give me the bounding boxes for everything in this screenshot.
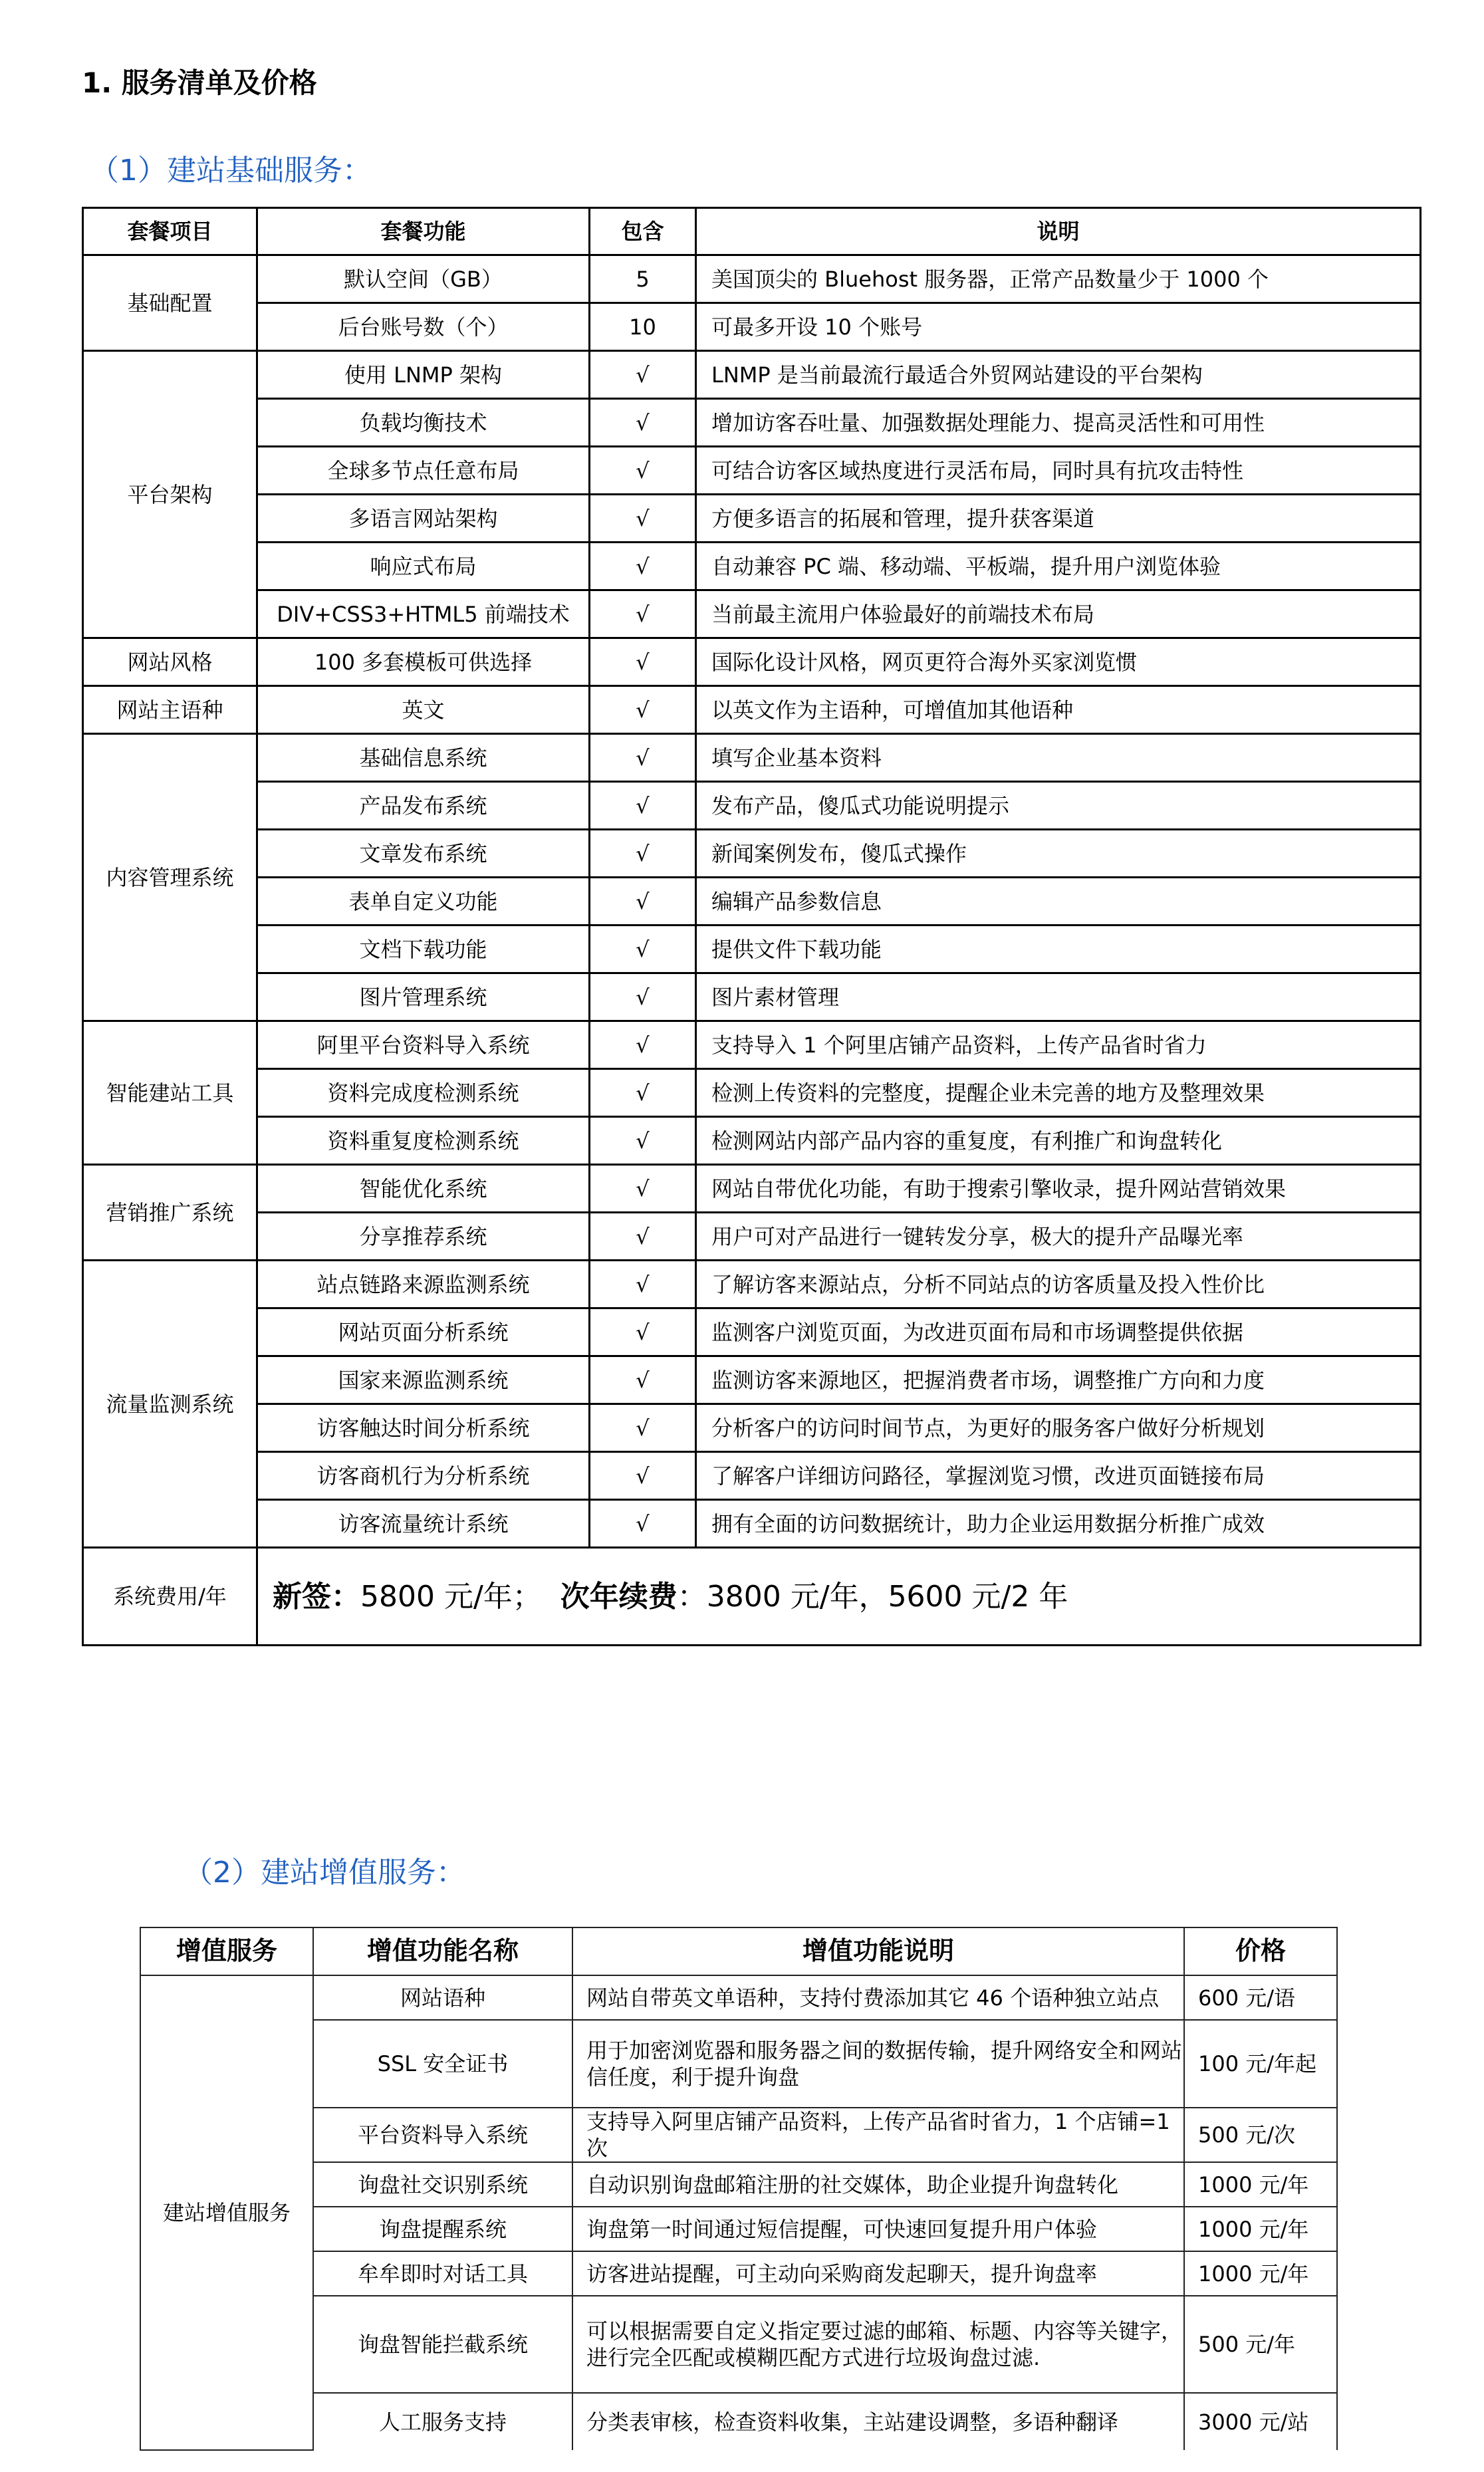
- service-price: 3000 元/站: [1184, 2393, 1337, 2450]
- include-mark: √: [590, 1308, 696, 1356]
- table-row: [83, 782, 1421, 830]
- include-mark: √: [590, 1500, 696, 1548]
- feature-name: 网站页面分析系统: [257, 1308, 590, 1356]
- include-mark: √: [590, 543, 696, 590]
- table-row: [83, 1069, 1421, 1117]
- feature-description: 增加访客吞吐量、加强数据处理能力、提高灵活性和可用性: [696, 399, 1421, 447]
- feature-description: 以英文作为主语种，可增值加其他语种: [696, 686, 1421, 734]
- feature-description: 可结合访客区域热度进行灵活布局，同时具有抗攻击特性: [696, 447, 1421, 495]
- group-name: 网站主语种: [83, 686, 257, 734]
- table-row: [83, 447, 1421, 495]
- table-row: [83, 830, 1421, 878]
- service-price: 1000 元/年: [1184, 2251, 1337, 2296]
- table-row: [140, 2393, 1337, 2450]
- feature-description: 图片素材管理: [696, 973, 1421, 1021]
- table-row: [83, 638, 1421, 686]
- include-mark: √: [590, 1261, 696, 1308]
- table-row: [83, 399, 1421, 447]
- fee-label: 系统费用/年: [83, 1548, 257, 1646]
- table-header-row: [83, 208, 1421, 255]
- service-price: 1000 元/年: [1184, 2207, 1337, 2251]
- value-added-body: [140, 1975, 1337, 2450]
- include-mark: √: [590, 1452, 696, 1500]
- table-row: [83, 686, 1421, 734]
- table-row: [83, 1213, 1421, 1261]
- feature-name: 使用 LNMP 架构: [257, 351, 590, 399]
- feature-description: 提供文件下载功能: [696, 926, 1421, 973]
- feature-name: 响应式布局: [257, 543, 590, 590]
- service-description: 用于加密浏览器和服务器之间的数据传输，提升网络安全和网站信任度，利于提升询盘: [572, 2020, 1184, 2108]
- table-row: [83, 1452, 1421, 1500]
- include-mark: √: [590, 638, 696, 686]
- service-name: 人工服务支持: [313, 2393, 572, 2450]
- col-header-include: 包含: [590, 208, 696, 255]
- include-mark: 5: [590, 255, 696, 303]
- feature-description: 自动兼容 PC 端、移动端、平板端，提升用户浏览体验: [696, 543, 1421, 590]
- fee-renew-label: 次年续费: [560, 1579, 678, 1614]
- include-mark: √: [590, 973, 696, 1021]
- table-row: [140, 2251, 1337, 2296]
- include-mark: √: [590, 1117, 696, 1165]
- feature-description: 了解访客来源站点，分析不同站点的访客质量及投入性价比: [696, 1261, 1421, 1308]
- feature-description: 方便多语言的拓展和管理，提升获客渠道: [696, 495, 1421, 543]
- feature-description: 填写企业基本资料: [696, 734, 1421, 782]
- feature-description: 编辑产品参数信息: [696, 878, 1421, 926]
- value-added-table: [140, 1927, 1338, 2451]
- table-row: [140, 2296, 1337, 2393]
- include-mark: √: [590, 1165, 696, 1213]
- feature-name: 访客触达时间分析系统: [257, 1404, 590, 1452]
- table-header-row: [140, 1927, 1337, 1975]
- table-row: [83, 926, 1421, 973]
- feature-description: 监测客户浏览页面，为改进页面布局和市场调整提供依据: [696, 1308, 1421, 1356]
- feature-name: 访客流量统计系统: [257, 1500, 590, 1548]
- include-mark: √: [590, 447, 696, 495]
- include-mark: √: [590, 926, 696, 973]
- table-row: [83, 973, 1421, 1021]
- group-name: 网站风格: [83, 638, 257, 686]
- group-name: 流量监测系统: [83, 1261, 257, 1548]
- feature-name: 国家来源监测系统: [257, 1356, 590, 1404]
- feature-description: 网站自带优化功能，有助于搜索引擎收录，提升网站营销效果: [696, 1165, 1421, 1213]
- service-name: 牟牟即时对话工具: [313, 2251, 572, 2296]
- feature-description: 国际化设计风格，网页更符合海外买家浏览惯: [696, 638, 1421, 686]
- col-header-name: 增值功能名称: [313, 1927, 572, 1975]
- feature-description: 发布产品，傻瓜式功能说明提示: [696, 782, 1421, 830]
- table-row: [140, 2020, 1337, 2108]
- feature-name: 基础信息系统: [257, 734, 590, 782]
- feature-description: 当前最主流用户体验最好的前端技术布局: [696, 590, 1421, 638]
- basic-service-body: [83, 255, 1421, 1548]
- section2-title: （2）建站增值服务：: [184, 1856, 465, 1890]
- table-row: [83, 1308, 1421, 1356]
- feature-name: 分享推荐系统: [257, 1213, 590, 1261]
- feature-description: 支持导入 1 个阿里店铺产品资料，上传产品省时省力: [696, 1021, 1421, 1069]
- include-mark: √: [590, 495, 696, 543]
- feature-name: 资料重复度检测系统: [257, 1117, 590, 1165]
- table-row: [83, 590, 1421, 638]
- feature-name: 全球多节点任意布局: [257, 447, 590, 495]
- service-description: 支持导入阿里店铺产品资料，上传产品省时省力，1 个店铺=1 次: [572, 2108, 1184, 2162]
- table-row: [83, 351, 1421, 399]
- include-mark: √: [590, 830, 696, 878]
- service-price: 600 元/语: [1184, 1975, 1337, 2020]
- feature-name: DIV+CSS3+HTML5 前端技术: [257, 590, 590, 638]
- feature-name: 文章发布系统: [257, 830, 590, 878]
- page-heading: 1. 服务清单及价格: [82, 66, 317, 99]
- include-mark: √: [590, 734, 696, 782]
- service-price: 1000 元/年: [1184, 2162, 1337, 2207]
- table-row: [83, 1117, 1421, 1165]
- section1-title: （1）建站基础服务：: [90, 154, 372, 187]
- table-row: [83, 1021, 1421, 1069]
- service-description: 访客进站提醒，可主动向采购商发起聊天，提升询盘率: [572, 2251, 1184, 2296]
- feature-description: 拥有全面的访问数据统计，助力企业运用数据分析推广成效: [696, 1500, 1421, 1548]
- table-row: [83, 1356, 1421, 1404]
- group-name: 建站增值服务: [140, 1975, 313, 2450]
- col-header-package: 套餐项目: [83, 208, 257, 255]
- table-row: [140, 1975, 1337, 2020]
- service-price: 500 元/次: [1184, 2108, 1337, 2162]
- feature-description: 美国顶尖的 Bluehost 服务器，正常产品数量少于 1000 个: [696, 255, 1421, 303]
- table-row: [83, 1404, 1421, 1452]
- service-description: 可以根据需要自定义指定要过滤的邮箱、标题、内容等关键字，进行完全匹配或模糊匹配方式进行垃圾询盘过滤.: [572, 2296, 1184, 2393]
- feature-description: 了解客户详细访问路径，掌握浏览习惯，改进页面链接布局: [696, 1452, 1421, 1500]
- feature-description: 用户可对产品进行一键转发分享，极大的提升产品曝光率: [696, 1213, 1421, 1261]
- col-header-function: 套餐功能: [257, 208, 590, 255]
- include-mark: √: [590, 782, 696, 830]
- service-name: 网站语种: [313, 1975, 572, 2020]
- include-mark: √: [590, 351, 696, 399]
- service-name: 平台资料导入系统: [313, 2108, 572, 2162]
- feature-name: 文档下载功能: [257, 926, 590, 973]
- service-name: 询盘提醒系统: [313, 2207, 572, 2251]
- fee-new-value: 5800 元/年；: [360, 1579, 542, 1614]
- feature-description: 新闻案例发布，傻瓜式操作: [696, 830, 1421, 878]
- service-name: SSL 安全证书: [313, 2020, 572, 2108]
- basic-service-table: [82, 207, 1422, 1646]
- fee-renew-value: ：3800 元/年，5600 元/2 年: [677, 1579, 1068, 1614]
- include-mark: √: [590, 1069, 696, 1117]
- service-name: 询盘智能拦截系统: [313, 2296, 572, 2393]
- feature-name: 访客商机行为分析系统: [257, 1452, 590, 1500]
- table-row: [140, 2207, 1337, 2251]
- include-mark: √: [590, 1021, 696, 1069]
- table-row: [140, 2162, 1337, 2207]
- feature-name: 默认空间（GB）: [257, 255, 590, 303]
- table-row: [83, 543, 1421, 590]
- feature-name: 负载均衡技术: [257, 399, 590, 447]
- feature-name: 站点链路来源监测系统: [257, 1261, 590, 1308]
- feature-name: 图片管理系统: [257, 973, 590, 1021]
- table-row: [83, 255, 1421, 303]
- table-row: [83, 734, 1421, 782]
- feature-description: LNMP 是当前最流行最适合外贸网站建设的平台架构: [696, 351, 1421, 399]
- include-mark: √: [590, 1213, 696, 1261]
- feature-description: 监测访客来源地区，把握消费者市场，调整推广方向和力度: [696, 1356, 1421, 1404]
- feature-name: 智能优化系统: [257, 1165, 590, 1213]
- feature-name: 英文: [257, 686, 590, 734]
- table-row: [83, 495, 1421, 543]
- include-mark: √: [590, 1356, 696, 1404]
- fee-value: [257, 1548, 1421, 1646]
- group-name: 营销推广系统: [83, 1165, 257, 1261]
- feature-name: 阿里平台资料导入系统: [257, 1021, 590, 1069]
- fee-row: [83, 1548, 1421, 1646]
- feature-description: 检测上传资料的完整度，提醒企业未完善的地方及整理效果: [696, 1069, 1421, 1117]
- feature-description: 可最多开设 10 个账号: [696, 303, 1421, 351]
- feature-description: 分析客户的访问时间节点，为更好的服务客户做好分析规划: [696, 1404, 1421, 1452]
- include-mark: √: [590, 686, 696, 734]
- feature-name: 表单自定义功能: [257, 878, 590, 926]
- group-name: 平台架构: [83, 351, 257, 638]
- service-description: 自动识别询盘邮箱注册的社交媒体，助企业提升询盘转化: [572, 2162, 1184, 2207]
- feature-name: 多语言网站架构: [257, 495, 590, 543]
- feature-description: 检测网站内部产品内容的重复度，有利推广和询盘转化: [696, 1117, 1421, 1165]
- col-header-service: 增值服务: [140, 1927, 313, 1975]
- feature-name: 后台账号数（个）: [257, 303, 590, 351]
- group-name: 基础配置: [83, 255, 257, 351]
- fee-new-label: 新签：: [273, 1579, 360, 1614]
- service-price: 500 元/年: [1184, 2296, 1337, 2393]
- col-header-price: 价格: [1184, 1927, 1337, 1975]
- include-mark: √: [590, 590, 696, 638]
- group-name: 内容管理系统: [83, 734, 257, 1021]
- table-row: [83, 1500, 1421, 1548]
- include-mark: √: [590, 1404, 696, 1452]
- table-row: [83, 303, 1421, 351]
- feature-name: 资料完成度检测系统: [257, 1069, 590, 1117]
- table-row: [83, 1165, 1421, 1213]
- table-row: [83, 878, 1421, 926]
- include-mark: √: [590, 878, 696, 926]
- service-description: 网站自带英文单语种，支持付费添加其它 46 个语种独立站点: [572, 1975, 1184, 2020]
- include-mark: √: [590, 399, 696, 447]
- feature-name: 100 多套模板可供选择: [257, 638, 590, 686]
- service-description: 询盘第一时间通过短信提醒，可快速回复提升用户体验: [572, 2207, 1184, 2251]
- col-header-description: 说明: [696, 208, 1421, 255]
- service-price: 100 元/年起: [1184, 2020, 1337, 2108]
- feature-name: 产品发布系统: [257, 782, 590, 830]
- table-row: [140, 2108, 1337, 2162]
- group-name: 智能建站工具: [83, 1021, 257, 1165]
- include-mark: 10: [590, 303, 696, 351]
- table-row: [83, 1261, 1421, 1308]
- service-description: 分类表审核，检查资料收集，主站建设调整，多语种翻译: [572, 2393, 1184, 2450]
- service-name: 询盘社交识别系统: [313, 2162, 572, 2207]
- col-header-explanation: 增值功能说明: [572, 1927, 1184, 1975]
